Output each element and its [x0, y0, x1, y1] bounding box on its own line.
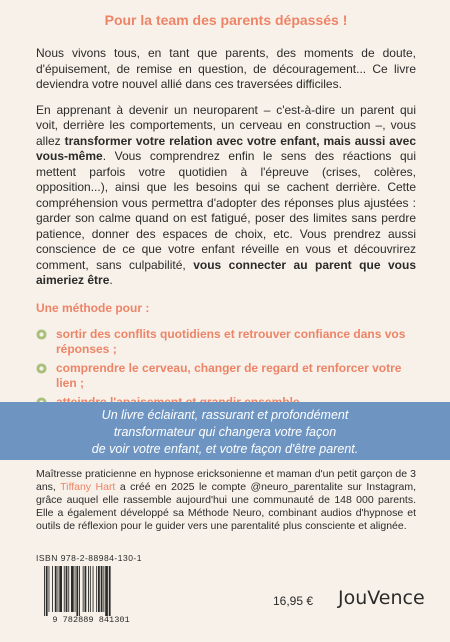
- headline: Pour la team des parents dépassés !: [104, 12, 348, 28]
- barcode-bars: [44, 566, 111, 616]
- barcode-bar: [96, 566, 97, 612]
- barcode-bar: [75, 566, 76, 612]
- description-text-2: . Vous comprendrez enfin le sens des réactions qui mettent parfois votre quotidien à l'épreuve (crises, colères, opposition...), ainsi que les besoins qui se cachent derrière. Cette compréhension vous permettra d'adopter des réponses plus ajustées : garder son calme quand on est fatigué, poser des limites sans perdre patience, donner des espaces de choix, etc. Vous prendrez aussi conscience de ce que votre enfant réveille en vous et découvrirez comment, sans culpabilité,: [36, 149, 416, 272]
- intro-paragraph: Nous vivons tous, en tant que parents, des moments de doute, d'épuisement, de remise en question, de découragement... Ce livre deviendra votre nouvel allié dans ces traversées difficiles.: [36, 46, 416, 91]
- method-list: [36, 327, 416, 411]
- flower-bullet-icon: [36, 329, 47, 340]
- list-item: [36, 361, 416, 392]
- publisher-logo: JouVence: [338, 587, 425, 609]
- method-title: Une méthode pour :: [36, 300, 150, 315]
- tagline-line-3: de voir votre enfant, et votre façon d'être parent.: [91, 442, 359, 456]
- price: 16,95 €: [273, 594, 314, 608]
- barcode-bar: [76, 566, 78, 616]
- barcode-bar: [105, 566, 108, 616]
- back-cover-text: [36, 0, 416, 402]
- tagline-line-2: transformateur qui changera votre façon: [113, 425, 337, 439]
- bio-text-2: a créé en 2025 le compte @neuro_parentalite sur Instagram, grâce auquel elle rassemble aujourd'hui une communauté de 148 000 parents. Elle a également développé sa Méthode Neuro, combinant audios d'hypnose et outils de réflexion pour le guider vers une parentalité plus consciente et alignée.: [36, 481, 416, 532]
- barcode-bar: [83, 566, 84, 612]
- barcode-bar: [88, 566, 89, 612]
- barcode-bar: [93, 566, 94, 612]
- author-bio: [36, 468, 416, 533]
- description-paragraph: [36, 103, 416, 289]
- barcode-bar: [85, 566, 87, 612]
- method-item-1: sortir des conflits quotidiens et retrouver confiance dans vos réponses ;: [56, 326, 406, 356]
- barcode-bar: [90, 566, 91, 612]
- description-bold-1: transformer votre relation avec votre enfant, mais aussi avec vous-même: [36, 133, 416, 163]
- flower-bullet-icon: [36, 363, 47, 374]
- tagline-band: [0, 402, 450, 460]
- description-text-1: En apprenant à devenir un neuroparent – c'est-à-dire un parent qui voit, derrière les comportements, un cerveau en construction –, vous allez: [36, 102, 416, 148]
- isbn-label: ISBN 978-2-88984-130-1: [36, 553, 142, 563]
- barcode-bar: [49, 566, 50, 612]
- barcode-bar: [46, 566, 48, 616]
- barcode-bar: [68, 566, 69, 612]
- method-item-2: comprendre le cerveau, changer de regard et renforcer votre lien ;: [56, 360, 402, 390]
- barcode-bar: [71, 566, 74, 612]
- barcode-bar: [103, 566, 104, 612]
- barcode-digits: 9 782889 841301: [52, 615, 130, 624]
- barcode-bar: [64, 566, 65, 612]
- barcode-bar: [79, 566, 80, 616]
- barcode-bar: [55, 566, 57, 612]
- barcode-bar: [52, 566, 53, 612]
- tagline-line-1: Un livre éclairant, rassurant et profondément: [101, 408, 349, 422]
- list-item: [36, 327, 416, 358]
- author-name: Tiffany Hart: [60, 481, 116, 493]
- barcode-bar: [59, 566, 62, 612]
- barcode-bar: [58, 566, 59, 612]
- description-bold-2: vous connecter au parent que vous aimeriez être: [36, 257, 416, 287]
- barcode-bar: [98, 566, 100, 612]
- bio-text-1: Maîtresse praticienne en hypnose ericksonienne et maman d'un petit garçon de 3 ans,: [36, 468, 416, 493]
- barcode-bar: [109, 566, 111, 616]
- bio-paragraph: [36, 468, 416, 533]
- barcode: [36, 566, 146, 624]
- barcode-bar: [44, 566, 45, 616]
- description-text-3: .: [109, 273, 113, 287]
- barcode-bar: [66, 566, 68, 612]
- barcode-bar: [101, 566, 103, 612]
